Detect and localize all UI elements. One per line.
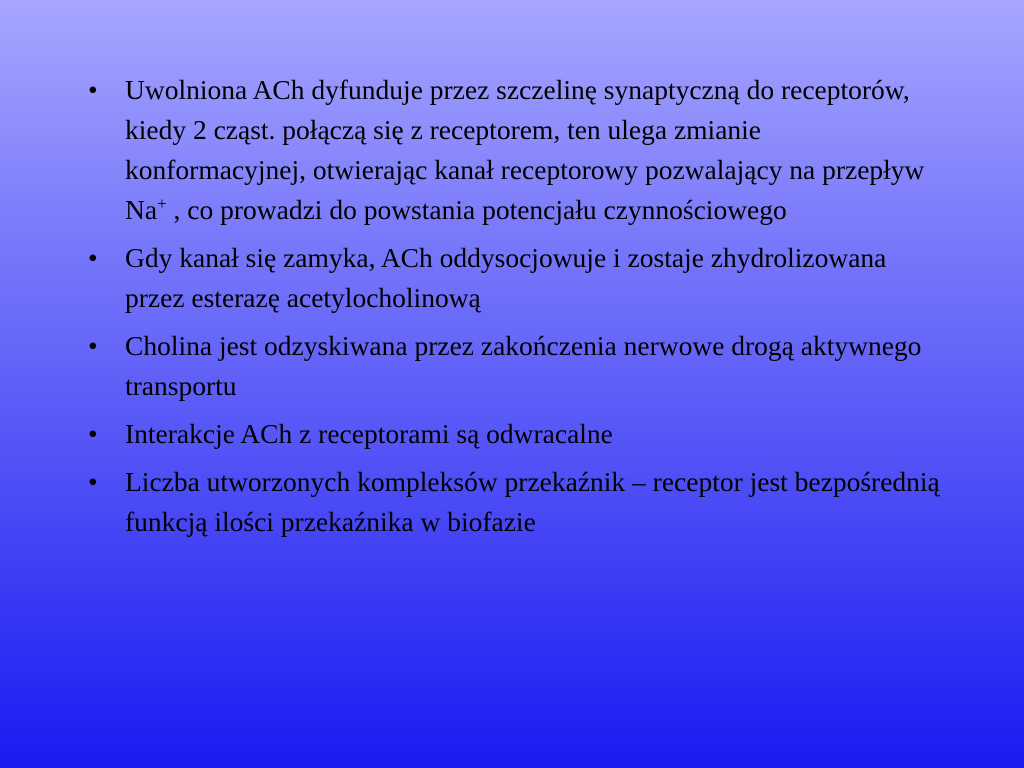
bullet-icon: •: [88, 74, 98, 105]
bullet-text: Liczba utworzonych kompleksów przekaźnik – receptor jest bezpośrednią funkcją ilości przekaźnika w biofazie: [125, 466, 940, 537]
bullet-icon: •: [88, 242, 98, 273]
superscript-plus: +: [157, 194, 167, 213]
bullet-list: [88, 70, 948, 550]
bullet-text: Gdy kanał się zamyka, ACh oddysocjowuje i zostaje zhydrolizowana przez esterazę acetylocholinową: [125, 242, 887, 313]
bullet-icon: •: [88, 466, 98, 497]
bullet-text: [125, 74, 924, 225]
bullet-item-1: [88, 70, 948, 230]
bullet-icon: •: [88, 330, 98, 361]
bullet-item-5: [88, 462, 948, 542]
bullet-text-main: Uwolniona ACh dyfunduje przez szczelinę synaptyczną do receptorów, kiedy 2 cząst. połączą się z receptorem, ten ulega zmianie konformacyjnej, otwierając kanał receptorowy pozwalający na przepływ Na: [125, 74, 925, 225]
bullet-item-3: [88, 326, 948, 406]
bullet-text: Cholina jest odzyskiwana przez zakończenia nerwowe drogą aktywnego transportu: [125, 330, 922, 401]
bullet-text-continued: , co prowadzi do powstania potencjału czynnościowego: [166, 194, 787, 225]
bullet-text: Interakcje ACh z receptorami są odwracalne: [125, 418, 613, 449]
bullet-item-4: [88, 414, 948, 454]
bullet-item-2: [88, 238, 948, 318]
bullet-icon: •: [88, 418, 98, 449]
